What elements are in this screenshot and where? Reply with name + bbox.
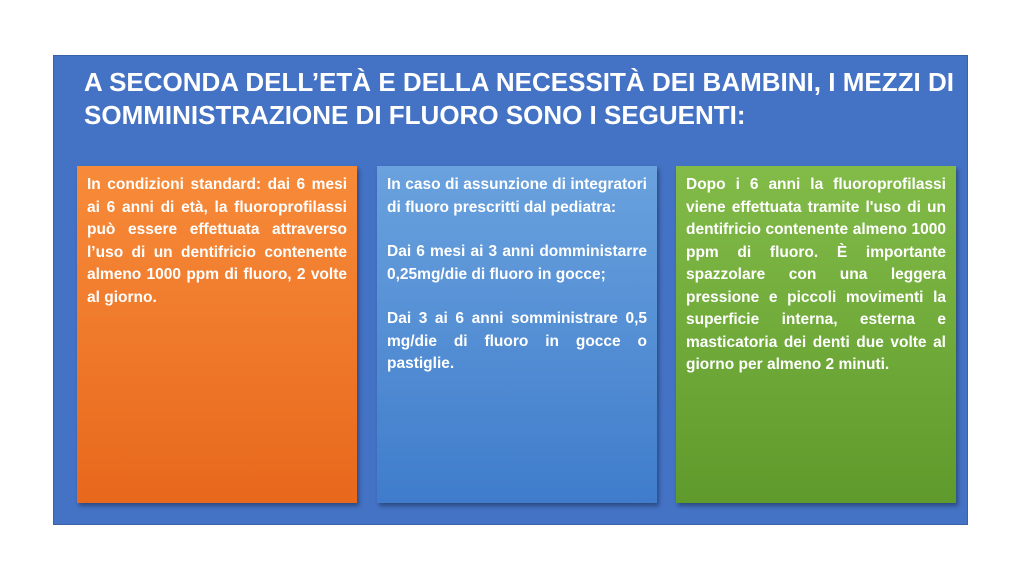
standard-conditions-card bbox=[77, 166, 357, 503]
card-text-6m-3y: Dai 6 mesi ai 3 anni domministarre 0,25mg/die di fluoro in gocce; bbox=[387, 243, 647, 283]
supplements-card bbox=[377, 166, 657, 503]
after-6-years-card bbox=[676, 166, 956, 503]
card-text-intro: In caso di assunzione di integratori di fluoro prescritti dal pediatra: bbox=[387, 176, 647, 216]
card-text-3y-6y: Dai 3 ai 6 anni somministrare 0,5 mg/die di fluoro in gocce o pastiglie. bbox=[387, 310, 647, 372]
card-text: Dopo i 6 anni la fluoroprofilassi viene effettuata tramite l'uso di un dentifricio contenente almeno 1000 ppm di fluoro. È importante spazzolare con una leggera pressione e piccoli movimenti la superficie interna, esterna e masticatoria dei denti due volte al giorno per almeno 2 minuti. bbox=[686, 176, 946, 373]
slide-title: A SECONDA DELL’ETÀ E DELLA NECESSITÀ DEI BAMBINI, I MEZZI DI SOMMINISTRAZIONE DI FLUORO SONO I SEGUENTI: bbox=[84, 67, 954, 130]
slide-panel bbox=[53, 55, 968, 525]
card-text: In condizioni standard: dai 6 mesi ai 6 anni di età, la fluoroprofilassi può essere effettuata attraverso l’uso di un dentifricio contenente almeno 1000 ppm di fluoro, 2 volte al giorno. bbox=[87, 176, 347, 306]
